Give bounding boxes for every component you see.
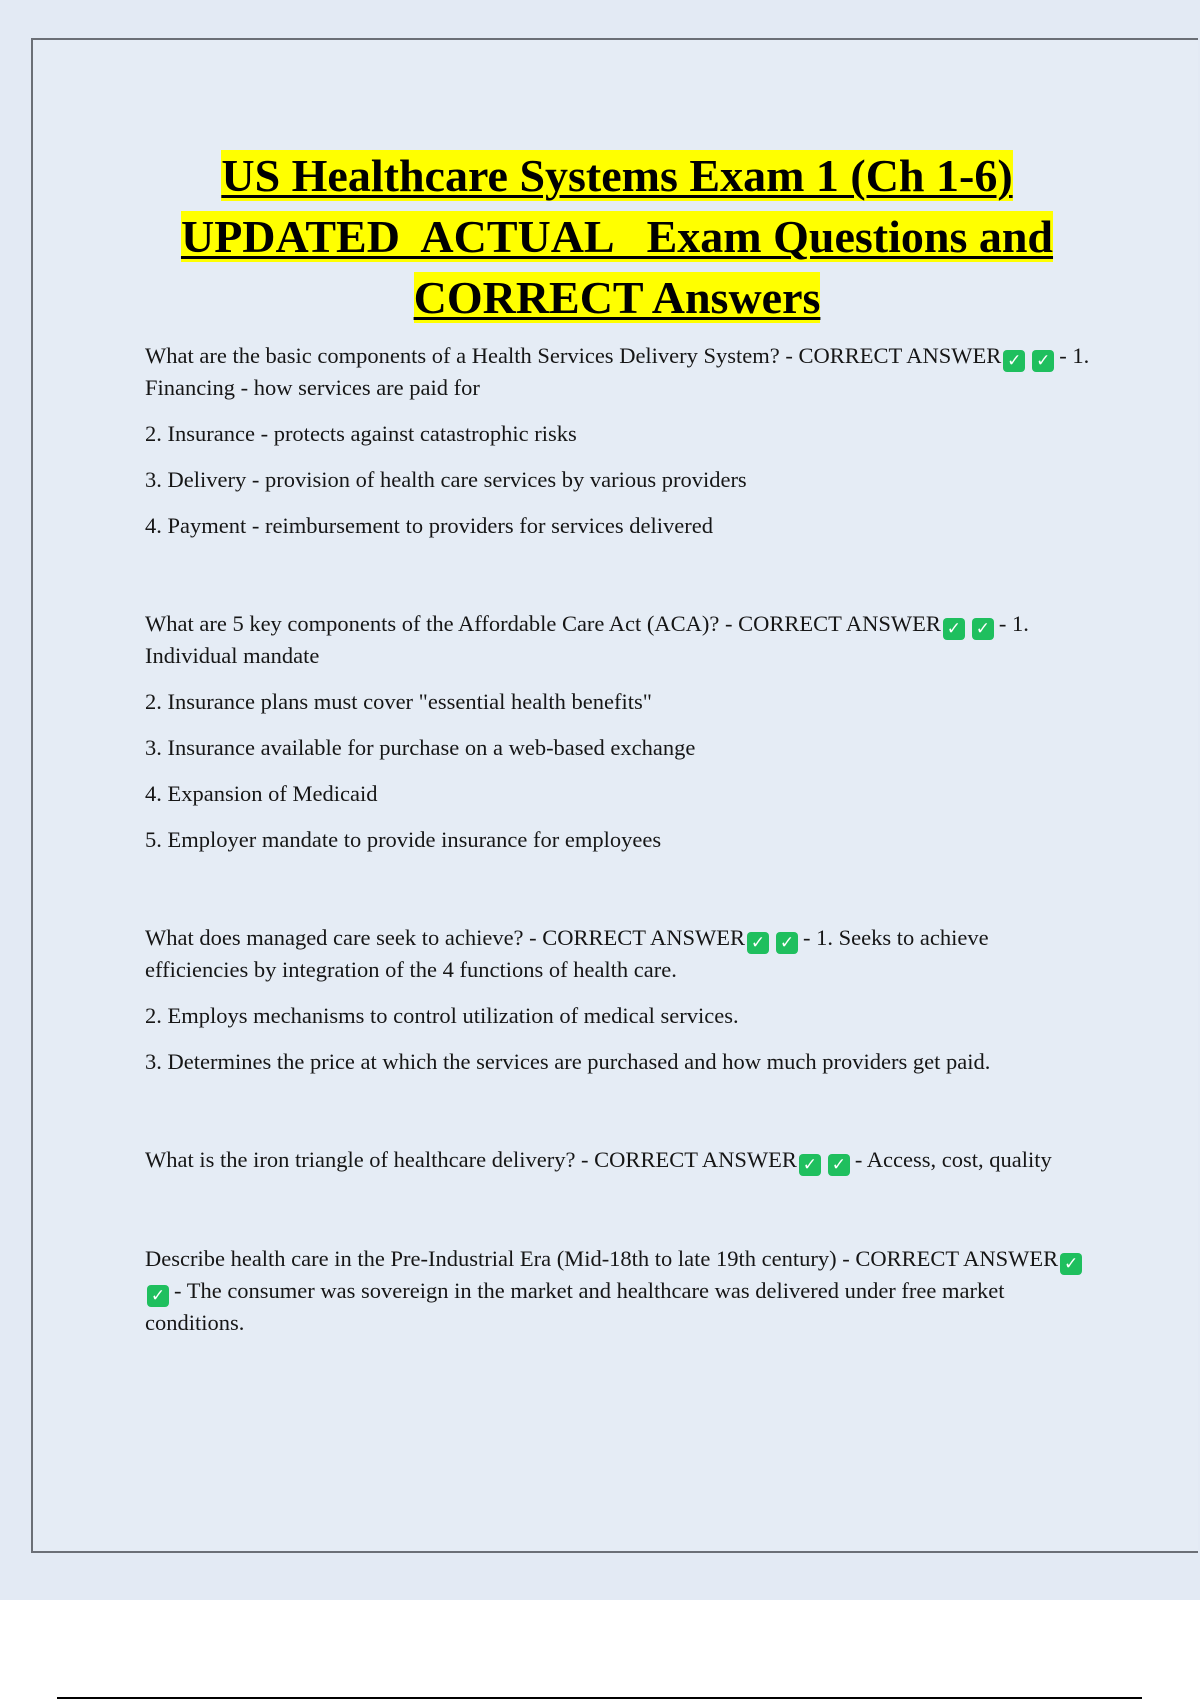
answer-line: - 1. Individual mandate [145,611,1029,668]
question-paragraph [145,340,1090,403]
title-line-1: US Healthcare Systems Exam 1 (Ch 1-6) [221,150,1013,201]
question-paragraph [145,1243,1090,1338]
answer-line: - 1. Financing - how services are paid for [145,343,1090,400]
question-text: What are 5 key components of the Affordable Care Act (ACA)? - CORRECT ANSWER [145,611,941,636]
qa-item [145,1243,1090,1338]
check-square-icon: ✓ [1032,350,1054,372]
page-divider [57,1697,1142,1699]
title-line-3: CORRECT Answers [413,272,821,323]
check-square-icon: ✓ [943,618,965,640]
answer-line: 5. Employer mandate to provide insurance for employees [145,827,662,852]
qa-list [145,340,1090,1405]
answer-line: - 1. Seeks to achieve efficiencies by integration of the 4 functions of health care. [145,925,989,982]
answer-line: - The consumer was sovereign in the market and healthcare was delivered under free market conditions. [145,1278,1005,1335]
question-text: What is the iron triangle of healthcare delivery? - CORRECT ANSWER [145,1147,797,1172]
answer-line: - Access, cost, quality [854,1147,1052,1172]
check-square-icon: ✓ [1060,1253,1082,1275]
answer-line: 2. Insurance - protects against catastrophic risks [145,421,577,446]
check-square-icon: ✓ [747,932,769,954]
check-square-icon: ✓ [147,1285,169,1307]
qa-item [145,1144,1090,1176]
check-square-icon: ✓ [776,932,798,954]
answer-line: 3. Determines the price at which the services are purchased and how much providers get paid. [145,1049,991,1074]
answer-line: 2. Insurance plans must cover "essential health benefits" [145,689,652,714]
qa-item [145,340,1090,541]
check-square-icon: ✓ [972,618,994,640]
qa-item [145,608,1090,855]
answer-line: 3. Delivery - provision of health care services by various providers [145,467,747,492]
check-square-icon: ✓ [1003,350,1025,372]
qa-item [145,922,1090,1077]
title-line-2: UPDATED ACTUAL Exam Questions and [180,211,1054,262]
check-square-icon: ✓ [828,1154,850,1176]
check-square-icon: ✓ [799,1154,821,1176]
document-title [100,145,1134,328]
answer-line: 2. Employs mechanisms to control utilization of medical services. [145,1003,739,1028]
question-text: What are the basic components of a Health Services Delivery System? - CORRECT ANSWER [145,343,1002,368]
answer-line: 4. Expansion of Medicaid [145,781,378,806]
question-text: Describe health care in the Pre-Industrial Era (Mid-18th to late 19th century) - CORRECT ANSWER [145,1246,1059,1271]
question-text: What does managed care seek to achieve? - CORRECT ANSWER [145,925,746,950]
answer-line: 3. Insurance available for purchase on a web-based exchange [145,735,696,760]
answer-line: 4. Payment - reimbursement to providers for services delivered [145,513,713,538]
question-paragraph [145,608,1090,671]
question-paragraph [145,1144,1090,1176]
question-paragraph [145,922,1090,985]
